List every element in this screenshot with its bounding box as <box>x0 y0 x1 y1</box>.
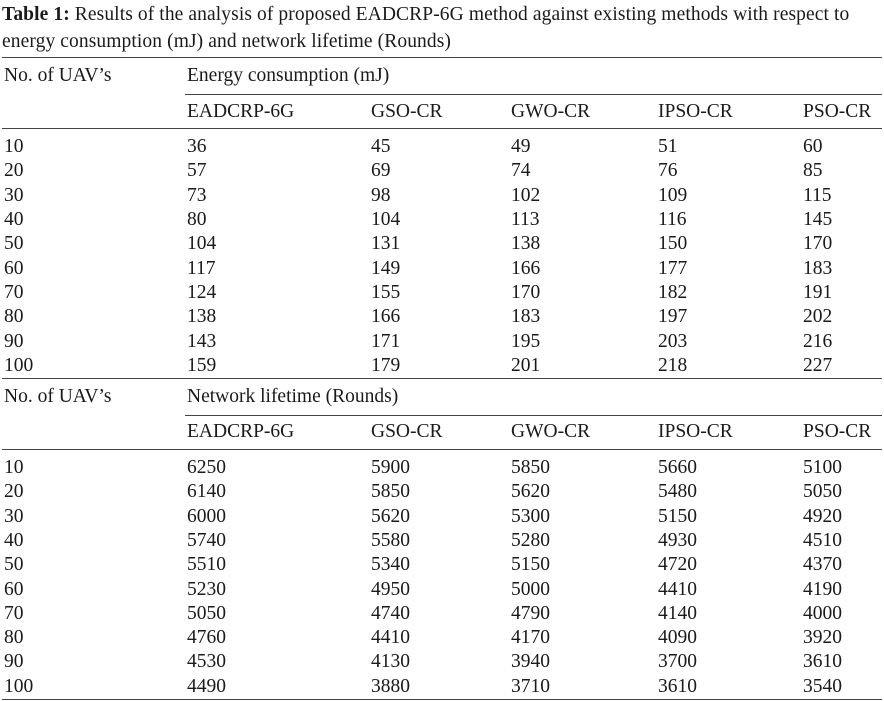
table-row <box>2 256 882 280</box>
value-cell: 3700 <box>658 651 697 673</box>
value-cell: 36 <box>187 136 207 158</box>
uav-count-cell: 30 <box>4 505 24 527</box>
table-row <box>2 135 882 159</box>
value-cell: 202 <box>803 306 833 328</box>
value-cell: 4130 <box>371 651 410 673</box>
value-cell: 4140 <box>658 602 697 624</box>
value-cell: 76 <box>658 160 678 182</box>
section-header-row <box>2 58 882 95</box>
table-row <box>2 456 882 480</box>
table-row <box>2 505 882 529</box>
value-cell: 166 <box>511 257 541 279</box>
uav-count-cell: 20 <box>4 481 24 503</box>
method-header-cell: EADCRP-6G <box>185 415 369 449</box>
value-cell: 5620 <box>371 505 410 527</box>
value-cell: 115 <box>803 184 832 206</box>
value-cell: 4370 <box>803 554 842 576</box>
uav-count-cell: 10 <box>4 136 24 158</box>
value-cell: 3940 <box>511 651 550 673</box>
uav-count-cell: 100 <box>2 354 185 379</box>
value-cell: 179 <box>369 354 509 379</box>
uav-count-cell: 90 <box>4 330 24 352</box>
table-row <box>2 675 882 700</box>
value-cell: 138 <box>511 233 541 255</box>
table-row <box>2 529 882 553</box>
value-cell: 4170 <box>511 627 550 649</box>
value-cell: 170 <box>511 281 541 303</box>
method-header-cell: GSO-CR <box>369 415 509 449</box>
value-cell: 216 <box>803 330 833 352</box>
method-header-blank <box>2 95 185 129</box>
value-cell: 150 <box>658 233 688 255</box>
value-cell: 98 <box>371 184 391 206</box>
uav-count-cell: 100 <box>2 675 185 700</box>
table-row <box>2 329 882 353</box>
value-cell: 182 <box>658 281 688 303</box>
value-cell: 4190 <box>803 578 842 600</box>
uav-count-cell: 30 <box>4 184 24 206</box>
value-cell: 5280 <box>511 530 550 551</box>
value-cell: 170 <box>803 233 833 255</box>
value-cell: 4410 <box>658 578 697 600</box>
table-row <box>2 281 882 305</box>
value-cell: 145 <box>803 209 833 231</box>
table-row <box>2 602 882 626</box>
value-cell: 3880 <box>369 675 509 700</box>
value-cell: 60 <box>803 136 823 158</box>
value-cell: 4510 <box>803 530 842 551</box>
value-cell: 5900 <box>371 457 410 479</box>
value-cell: 5050 <box>187 602 226 624</box>
uav-count-cell: 40 <box>4 209 24 231</box>
value-cell: 4410 <box>371 627 410 649</box>
value-cell: 5620 <box>511 481 550 503</box>
value-cell: 51 <box>658 136 678 158</box>
value-cell: 5340 <box>371 554 410 576</box>
value-cell: 5000 <box>511 578 550 600</box>
value-cell: 143 <box>187 330 217 352</box>
value-cell: 57 <box>187 160 207 182</box>
value-cell: 191 <box>803 281 833 303</box>
value-cell: 109 <box>658 184 688 206</box>
value-cell: 3610 <box>656 675 801 700</box>
results-table-wrapper <box>2 57 882 700</box>
value-cell: 218 <box>656 354 801 379</box>
value-cell: 3920 <box>803 627 842 649</box>
uav-count-cell: 70 <box>4 602 24 624</box>
method-header-row <box>2 415 882 449</box>
value-cell: 201 <box>509 354 656 379</box>
value-cell: 155 <box>371 281 401 303</box>
value-cell: 4740 <box>371 602 410 624</box>
uav-count-cell: 50 <box>4 554 24 576</box>
table-row <box>2 159 882 183</box>
value-cell: 3540 <box>801 675 882 700</box>
caption-label: Table 1: <box>2 4 70 25</box>
value-cell: 102 <box>511 184 541 206</box>
value-cell: 4790 <box>511 602 550 624</box>
uav-count-cell: 80 <box>4 306 24 328</box>
uav-count-cell: 60 <box>4 578 24 600</box>
value-cell: 6140 <box>187 481 226 503</box>
value-cell: 5100 <box>803 457 842 479</box>
table-row <box>2 577 882 601</box>
value-cell: 197 <box>658 306 688 328</box>
value-cell: 4930 <box>658 530 697 551</box>
value-cell: 5660 <box>658 457 697 479</box>
value-cell: 4950 <box>371 578 410 600</box>
method-header-cell: PSO-CR <box>801 415 882 449</box>
value-cell: 113 <box>511 209 540 231</box>
value-cell: 4090 <box>658 627 697 649</box>
value-cell: 80 <box>187 209 207 231</box>
value-cell: 5230 <box>187 578 226 600</box>
value-cell: 159 <box>185 354 369 379</box>
table-row <box>2 553 882 577</box>
method-header-row <box>2 95 882 129</box>
results-table-body <box>2 58 882 700</box>
table-row <box>2 232 882 256</box>
uav-count-cell: 60 <box>4 257 24 279</box>
uav-count-cell: 20 <box>4 160 24 182</box>
value-cell: 227 <box>801 354 882 379</box>
method-header-blank <box>2 415 185 449</box>
value-cell: 5510 <box>187 554 226 576</box>
value-cell: 177 <box>658 257 688 279</box>
value-cell: 5050 <box>803 481 842 503</box>
method-header-cell: GWO-CR <box>509 415 656 449</box>
table-caption <box>2 0 882 57</box>
uav-count-cell: 10 <box>4 457 24 479</box>
uav-count-cell: 40 <box>4 530 24 551</box>
group-header-label: Network lifetime (Rounds) <box>185 378 882 415</box>
value-cell: 149 <box>371 257 401 279</box>
method-header-cell: IPSO-CR <box>656 95 801 129</box>
value-cell: 45 <box>371 136 391 158</box>
table-row <box>2 650 882 674</box>
value-cell: 183 <box>511 306 541 328</box>
value-cell: 3710 <box>509 675 656 700</box>
value-cell: 5300 <box>511 505 550 527</box>
group-header-label: Energy consumption (mJ) <box>185 58 882 95</box>
uav-count-cell: 90 <box>4 651 24 673</box>
value-cell: 3610 <box>803 651 842 673</box>
row-header-label: No. of UAV’s <box>2 58 185 95</box>
value-cell: 171 <box>371 330 401 352</box>
value-cell: 69 <box>371 160 391 182</box>
uav-count-cell: 80 <box>4 627 24 649</box>
value-cell: 5480 <box>658 481 697 503</box>
table-row <box>2 208 882 232</box>
table-row <box>2 480 882 504</box>
value-cell: 4720 <box>658 554 697 576</box>
table-row <box>2 354 882 379</box>
method-header-cell: GWO-CR <box>509 95 656 129</box>
results-table <box>2 57 882 700</box>
value-cell: 73 <box>187 184 207 206</box>
value-cell: 5580 <box>371 530 410 551</box>
value-cell: 183 <box>803 257 833 279</box>
uav-count-cell: 70 <box>4 281 24 303</box>
value-cell: 5150 <box>658 505 697 527</box>
value-cell: 85 <box>803 160 823 182</box>
table-row <box>2 305 882 329</box>
value-cell: 5740 <box>187 530 226 551</box>
value-cell: 6000 <box>187 505 226 527</box>
value-cell: 124 <box>187 281 217 303</box>
uav-count-cell: 50 <box>4 233 24 255</box>
value-cell: 4000 <box>803 602 842 624</box>
value-cell: 6250 <box>187 457 226 479</box>
value-cell: 131 <box>371 233 401 255</box>
value-cell: 104 <box>371 209 401 231</box>
value-cell: 203 <box>658 330 688 352</box>
row-header-label: No. of UAV’s <box>2 378 185 415</box>
value-cell: 4490 <box>185 675 369 700</box>
table-row <box>2 626 882 650</box>
method-header-cell: PSO-CR <box>801 95 882 129</box>
value-cell: 138 <box>187 306 217 328</box>
value-cell: 74 <box>511 160 531 182</box>
value-cell: 4920 <box>803 505 842 527</box>
value-cell: 5850 <box>371 481 410 503</box>
value-cell: 166 <box>371 306 401 328</box>
method-header-cell: GSO-CR <box>369 95 509 129</box>
method-header-cell: IPSO-CR <box>656 415 801 449</box>
value-cell: 104 <box>187 233 217 255</box>
value-cell: 5850 <box>511 457 550 479</box>
value-cell: 117 <box>187 257 216 279</box>
value-cell: 116 <box>658 209 687 231</box>
value-cell: 5150 <box>511 554 550 576</box>
caption-text: Results of the analysis of proposed EADCRP-6G method against existing methods with respect to energy consumption (mJ) and network lifetime (Rounds) <box>2 4 850 52</box>
method-header-cell: EADCRP-6G <box>185 95 369 129</box>
value-cell: 4760 <box>187 627 226 649</box>
value-cell: 49 <box>511 136 531 158</box>
value-cell: 4530 <box>187 651 226 673</box>
table-row <box>2 184 882 208</box>
value-cell: 195 <box>511 330 541 352</box>
section-header-row <box>2 378 882 415</box>
